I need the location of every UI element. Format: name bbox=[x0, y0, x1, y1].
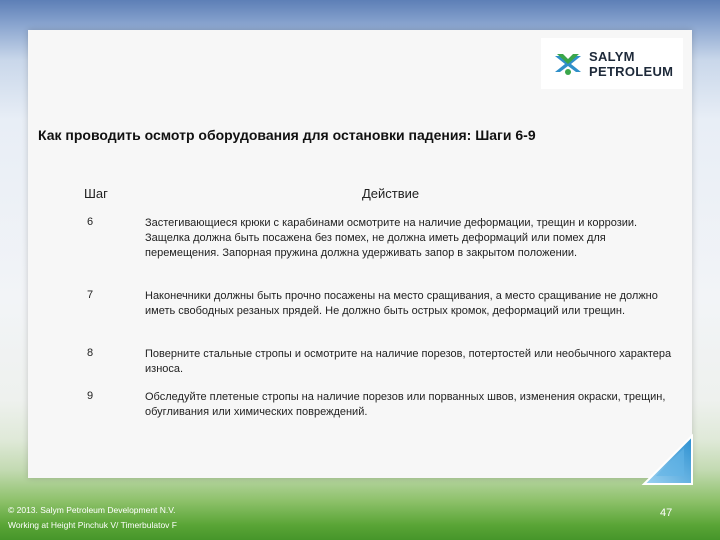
column-header-step: Шаг bbox=[84, 186, 108, 201]
company-logo bbox=[541, 38, 683, 89]
logo-line-1: SALYM bbox=[589, 48, 635, 64]
page-number: 47 bbox=[660, 507, 673, 519]
footer-copyright: © 2013. Salym Petroleum Development N.V. bbox=[8, 505, 176, 515]
step-number: 8 bbox=[87, 347, 94, 359]
logo-line-2: PETROLEUM bbox=[589, 63, 674, 79]
footer bbox=[8, 503, 177, 533]
step-action: Обследуйте плетеные стропы на наличие порезов или порванных швов, изменения окраски, трещин, обугливания или химических повреждений. bbox=[145, 391, 666, 418]
slide-title: Как проводить осмотр оборудования для остановки падения: Шаги 6-9 bbox=[38, 127, 536, 143]
step-action: Застегивающиеся крюки с карабинами осмотрите на наличие деформации, трещин и коррозии. Защелка должна быть посажена без помех, не должна иметь деформаций или помех для перемещения. Запорная пружина должна удерживать запор в закрытом положении. bbox=[145, 217, 638, 259]
step-number: 6 bbox=[87, 216, 94, 228]
salym-logo-icon bbox=[553, 50, 583, 78]
step-number: 7 bbox=[87, 289, 94, 301]
step-action: Наконечники должны быть прочно посажены на место сращивания, а место сращивание не должно иметь свободных резаных прядей. Не должно быть острых кромок, деформаций или трещин. bbox=[145, 290, 658, 317]
column-header-action: Действие bbox=[362, 186, 420, 201]
step-number: 9 bbox=[87, 390, 94, 402]
footer-course: Working at Height Pinchuk V/ Timerbulatov F bbox=[8, 520, 177, 530]
corner-triangle-icon bbox=[640, 432, 696, 488]
step-action: Поверните стальные стропы и осмотрите на наличие порезов, потертостей или необычного характера износа. bbox=[145, 348, 672, 375]
